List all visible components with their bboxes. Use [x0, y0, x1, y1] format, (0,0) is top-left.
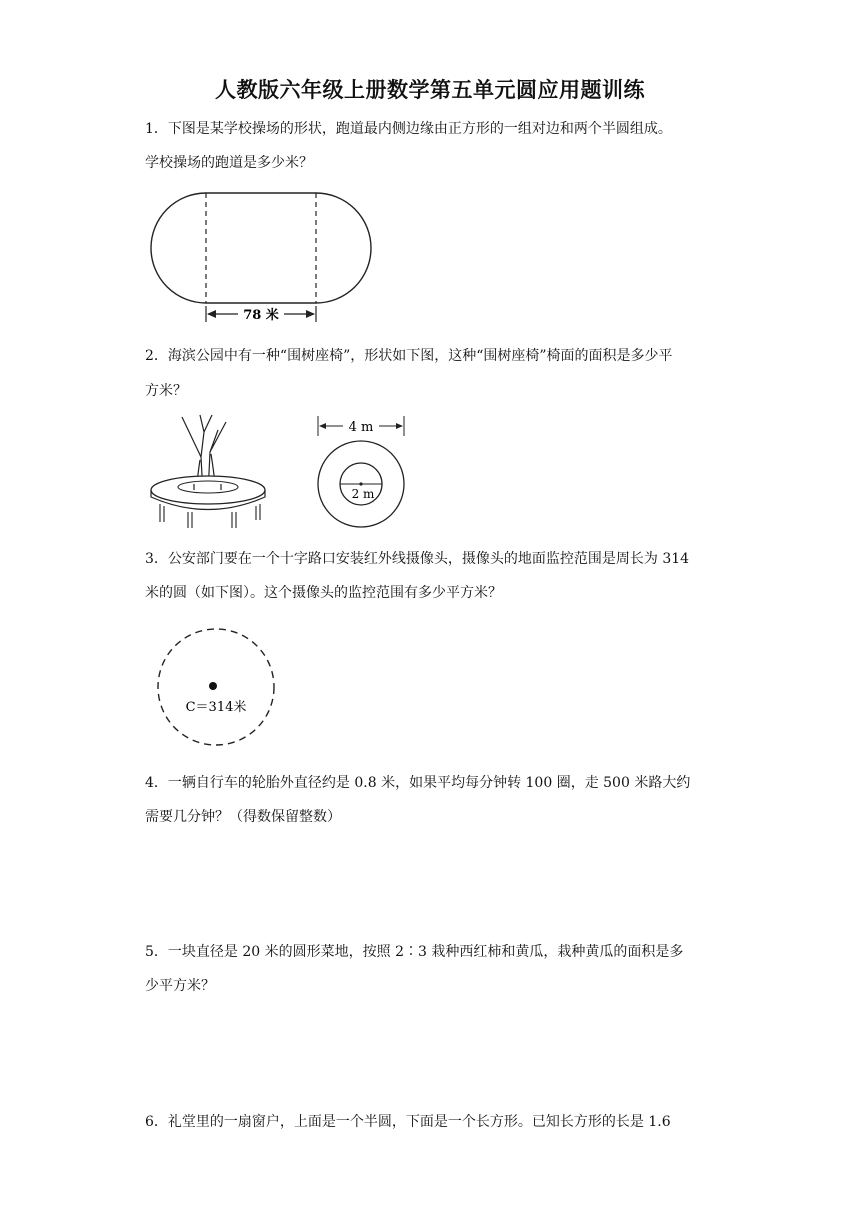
bench-diagram: [313, 414, 409, 532]
tree-bench-illustration: [148, 412, 273, 530]
outer-diameter-label: 4 m: [348, 420, 374, 435]
question-1-line-2: 学校操场的跑道是多少米？: [145, 155, 313, 171]
question-1-line-1: 1．下图是某学校操场的形状，跑道最内侧边缘由正方形的一组对边和两个半圆组成。: [145, 121, 672, 137]
question-3-line-1: 3．公安部门要在一个十字路口安装红外线摄像头，摄像头的地面监控范围是周长为 314: [145, 551, 690, 567]
question-6-line-1: 6．礼堂里的一扇窗户，上面是一个半圆，下面是一个长方形。已知长方形的长是 1.6: [145, 1114, 671, 1130]
question-4-line-2: 需要几分钟？（得数保留整数）: [145, 809, 341, 825]
track-length-label: 78 米: [243, 308, 279, 323]
question-4-line-1: 4．一辆自行车的轮胎外直径约是 0.8 米，如果平均每分钟转 100 圈，走 500 米路大约: [145, 775, 691, 791]
track-figure: [148, 190, 376, 328]
question-2-line-2: 方米？: [145, 383, 187, 399]
circumference-label: C＝314米: [185, 700, 247, 715]
question-5-line-2: 少平方米？: [145, 978, 215, 994]
page-title: 人教版六年级上册数学第五单元圆应用题训练: [215, 77, 645, 102]
inner-diameter-label: 2 m: [351, 487, 375, 501]
question-5-line-1: 5．一块直径是 20 米的圆形菜地，按照 2∶3 栽种西红柿和黄瓜，栽种黄瓜的面积是多: [145, 944, 684, 960]
camera-range-figure: [155, 626, 277, 748]
question-3-line-2: 米的圆（如下图）。这个摄像头的监控范围有多少平方米？: [145, 585, 502, 601]
question-2-line-1: 2．海滨公园中有一种“围树座椅”，形状如下图，这种“围树座椅”椅面的面积是多少平: [145, 348, 673, 364]
